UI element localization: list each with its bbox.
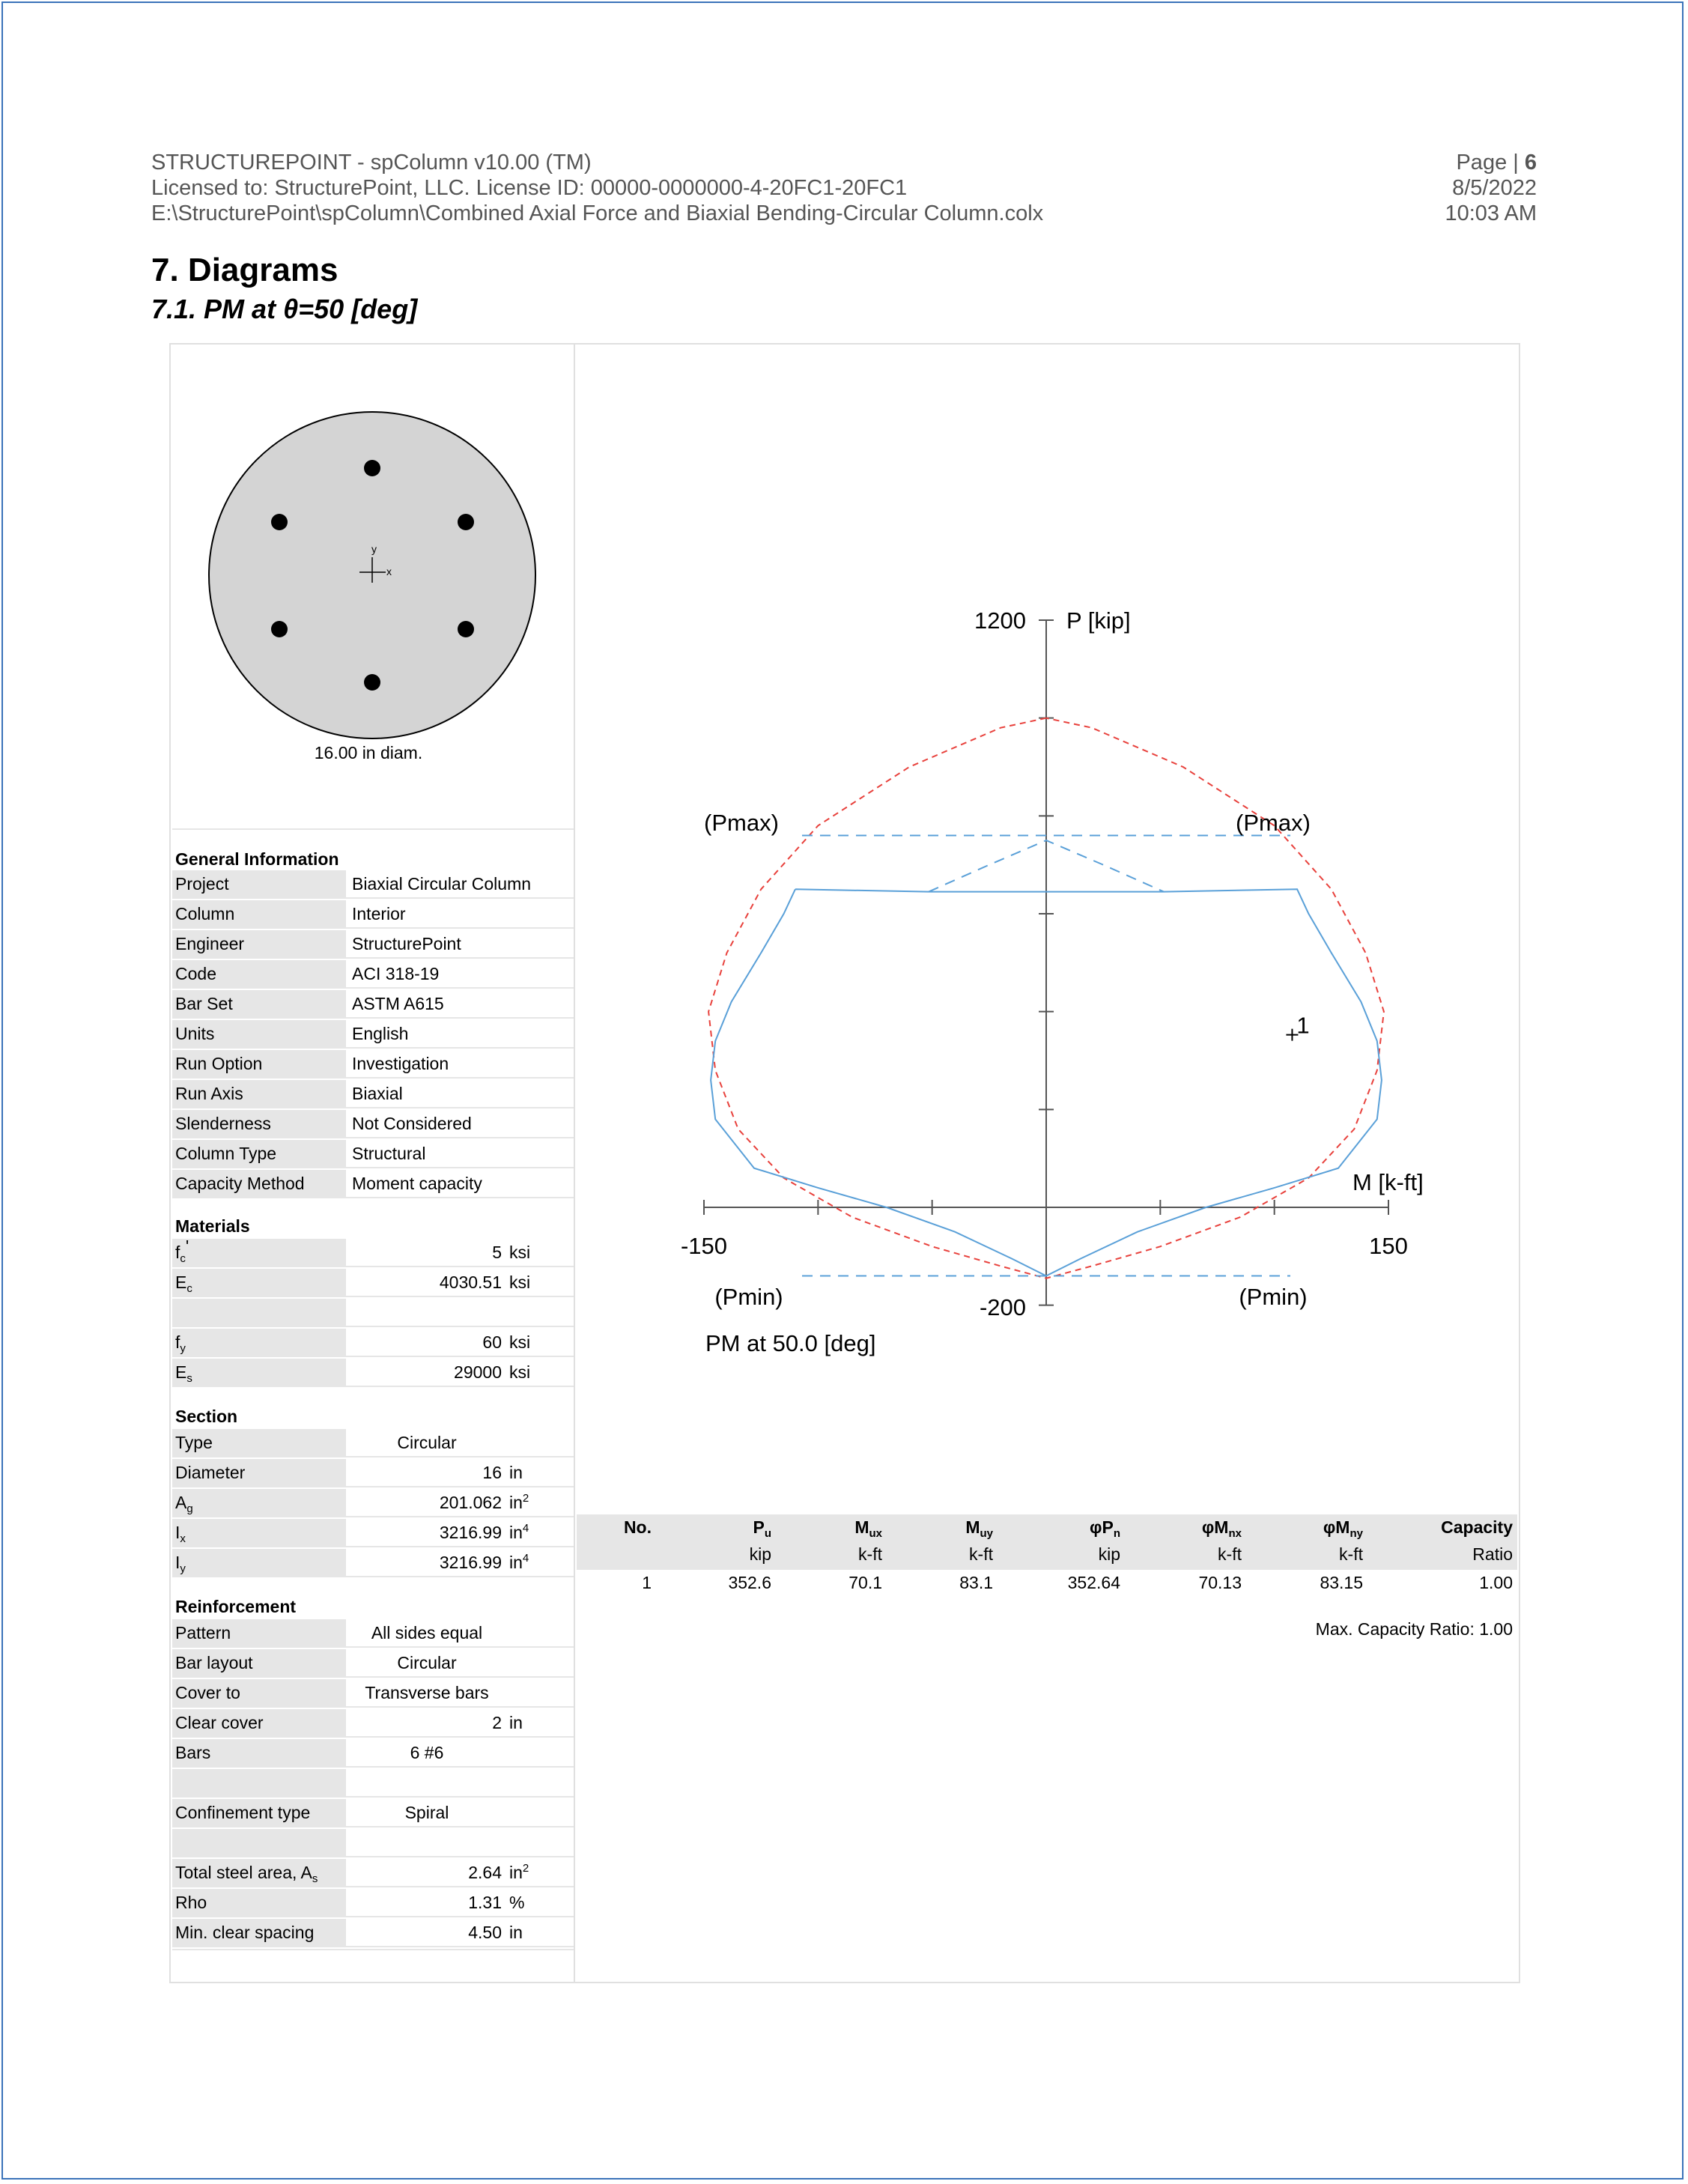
ec-unit: ksi xyxy=(509,1273,531,1292)
results-unit-cell: kip xyxy=(1098,1544,1120,1564)
header-sub: ny xyxy=(1350,1527,1363,1540)
ix-value: 3216.99 xyxy=(439,1523,502,1542)
pmin-label-right: (Pmin) xyxy=(1239,1284,1308,1310)
header-main: P xyxy=(753,1517,765,1537)
results-data-cell: 70.13 xyxy=(1198,1573,1242,1592)
rho-value: 1.31 xyxy=(468,1893,502,1912)
general-row xyxy=(172,870,574,899)
results-unit-cell: k-ft xyxy=(969,1544,993,1564)
section-iy xyxy=(172,1549,574,1577)
pm-layer xyxy=(704,620,1388,1305)
general-row-label: Run Axis xyxy=(172,1080,346,1107)
fy-sub: y xyxy=(180,1342,186,1355)
header-time: 10:03 AM xyxy=(1445,201,1537,225)
ag-label xyxy=(172,1489,346,1516)
rebar-4 xyxy=(364,674,380,691)
es-unit: ksi xyxy=(509,1362,531,1382)
iy-unit xyxy=(509,1549,529,1579)
clear-cover-value: 2 xyxy=(492,1713,502,1732)
axis-y-label: y xyxy=(371,543,377,555)
results-header-cell xyxy=(753,1517,771,1538)
general-row xyxy=(172,900,574,929)
layout-label: Bar layout xyxy=(172,1649,346,1676)
general-row xyxy=(172,960,574,989)
ix-unit-text: in xyxy=(509,1523,523,1542)
results-header-cell xyxy=(965,1517,993,1538)
iy-unit-sup: 4 xyxy=(522,1552,529,1565)
steel-area-unit-text: in xyxy=(509,1863,523,1882)
results-unit-cell: k-ft xyxy=(1339,1544,1363,1564)
results-unit-cell: Ratio xyxy=(1472,1544,1513,1564)
ag-value: 201.062 xyxy=(439,1493,502,1512)
general-row-label: Project xyxy=(172,870,346,897)
steel-area-sub: s xyxy=(312,1872,318,1885)
ag-unit xyxy=(509,1489,529,1519)
general-row-value: Interior xyxy=(352,904,406,923)
pm-interaction-chart xyxy=(577,345,1517,1498)
general-row xyxy=(172,930,574,959)
ix-sym: I xyxy=(175,1523,180,1542)
ec-sym: E xyxy=(175,1273,187,1292)
reinforcement-title: Reinforcement xyxy=(175,1597,297,1616)
reinf-steel-area xyxy=(172,1859,574,1887)
results-header-cell xyxy=(854,1517,882,1538)
general-row-value: Not Considered xyxy=(352,1114,472,1133)
es-sym: E xyxy=(175,1362,187,1382)
rebar-3 xyxy=(458,621,474,637)
fc-sup: ' xyxy=(185,1237,189,1256)
results-data-cell: 70.1 xyxy=(848,1573,882,1592)
general-row-value: Structural xyxy=(352,1144,426,1163)
type-value: Circular xyxy=(397,1433,457,1452)
bars-label: Bars xyxy=(172,1739,346,1766)
fc-unit: ksi xyxy=(509,1243,531,1262)
general-row xyxy=(172,1020,574,1049)
axis-x-label: x xyxy=(386,565,392,577)
ix-unit-sup: 4 xyxy=(522,1522,529,1535)
rebar-5 xyxy=(271,621,288,637)
ix-label xyxy=(172,1519,346,1546)
header-sub: u xyxy=(764,1527,771,1540)
header-main: φM xyxy=(1201,1517,1229,1537)
min-spacing-label: Min. clear spacing xyxy=(172,1919,346,1946)
pmin-label-left: (Pmin) xyxy=(714,1284,783,1310)
ec-sub: c xyxy=(186,1282,192,1295)
confinement-value: Spiral xyxy=(404,1803,449,1822)
reinf-min-spacing xyxy=(172,1919,574,1947)
material-es xyxy=(172,1359,574,1387)
header-sub: uy xyxy=(980,1527,993,1540)
header-main: φP xyxy=(1090,1517,1114,1537)
fy-label xyxy=(172,1329,346,1356)
ag-sub: g xyxy=(186,1502,193,1515)
header-sub: ux xyxy=(869,1527,882,1540)
fc-sym: f xyxy=(175,1243,180,1262)
y-tick-label-top: 1200 xyxy=(974,607,1026,634)
rho-unit: % xyxy=(509,1893,525,1912)
reinf-pattern xyxy=(172,1619,574,1648)
results-data-cell: 352.64 xyxy=(1067,1573,1120,1592)
general-row xyxy=(172,1170,574,1198)
header-main: M xyxy=(854,1517,869,1537)
reinf-cover-to xyxy=(172,1679,574,1708)
pattern-label: Pattern xyxy=(172,1619,346,1646)
header-page xyxy=(1445,150,1537,175)
header-sub: n xyxy=(1113,1527,1120,1540)
iy-unit-text: in xyxy=(509,1553,523,1572)
ec-value: 4030.51 xyxy=(439,1273,502,1292)
general-row-value: Biaxial Circular Column xyxy=(352,874,532,894)
general-row-label: Engineer xyxy=(172,930,346,957)
reinf-clear-cover xyxy=(172,1709,574,1738)
results-data-cell: 83.15 xyxy=(1320,1573,1363,1592)
general-row-label: Units xyxy=(172,1020,346,1047)
general-row xyxy=(172,1140,574,1168)
ec-label xyxy=(172,1269,346,1296)
general-row-label: Capacity Method xyxy=(172,1170,346,1197)
ix-unit xyxy=(509,1519,529,1549)
bars-value: 6 #6 xyxy=(410,1743,444,1762)
layout-value: Circular xyxy=(397,1653,457,1672)
steel-area-text: Total steel area, A xyxy=(175,1863,312,1882)
header-main: No. xyxy=(623,1517,652,1537)
steel-area-label xyxy=(172,1859,346,1886)
general-row-label: Bar Set xyxy=(172,990,346,1017)
cover-to-label: Cover to xyxy=(172,1679,346,1706)
header-main: M xyxy=(965,1517,980,1537)
es-label xyxy=(172,1359,346,1386)
header-date: 8/5/2022 xyxy=(1452,176,1537,200)
general-row-label: Code xyxy=(172,960,346,987)
fy-value: 60 xyxy=(482,1332,502,1352)
iy-sym: I xyxy=(175,1553,180,1572)
results-header-cell xyxy=(624,1517,652,1538)
pattern-value: All sides equal xyxy=(371,1623,483,1642)
pmax-label-right: (Pmax) xyxy=(1236,810,1311,836)
general-row-value: English xyxy=(352,1024,409,1043)
rho-label: Rho xyxy=(172,1889,346,1916)
fc-label xyxy=(172,1239,346,1266)
general-row xyxy=(172,990,574,1019)
pmax-label-left: (Pmax) xyxy=(704,810,779,836)
section-props-title: Section xyxy=(175,1407,238,1426)
general-row-value: ASTM A615 xyxy=(352,994,444,1013)
column-section-drawing xyxy=(172,374,569,779)
header-file: E:\StructurePoint\spColumn\Combined Axial Force and Biaxial Bending-Circular Column.colx xyxy=(151,201,1044,225)
general-row-label: Column xyxy=(172,900,346,927)
general-row-value: Investigation xyxy=(352,1054,449,1073)
es-value: 29000 xyxy=(454,1362,502,1382)
blank-label xyxy=(172,1299,346,1326)
y-axis-label: P [kip] xyxy=(1066,607,1131,634)
general-title: General Information xyxy=(175,849,339,869)
page-number: 6 xyxy=(1524,151,1537,175)
diameter-label: 16.00 in diam. xyxy=(314,743,423,762)
header-main: φM xyxy=(1323,1517,1350,1537)
min-spacing-unit: in xyxy=(509,1923,523,1942)
results-header xyxy=(577,1514,1517,1570)
material-fc xyxy=(172,1239,574,1267)
x-tick-label-left: -150 xyxy=(680,1233,728,1259)
steel-area-value: 2.64 xyxy=(468,1863,502,1882)
diam-label: Diameter xyxy=(172,1459,346,1486)
iy-value: 3216.99 xyxy=(439,1553,502,1572)
general-row-value: StructurePoint xyxy=(352,934,461,953)
point-label: 1 xyxy=(1296,1012,1310,1039)
general-row-value: ACI 318-19 xyxy=(352,964,440,983)
reinf-confinement xyxy=(172,1799,574,1827)
clear-cover-label: Clear cover xyxy=(172,1709,346,1736)
ag-sym: A xyxy=(175,1493,187,1512)
results-data-cell: 83.1 xyxy=(959,1573,993,1592)
results-unit-cell: k-ft xyxy=(858,1544,882,1564)
iy-sub: y xyxy=(180,1562,186,1575)
results-data-cell: 1 xyxy=(642,1573,652,1592)
results-header-cell xyxy=(1323,1517,1363,1538)
general-row-label: Run Option xyxy=(172,1050,346,1077)
y-tick-label-bottom: -200 xyxy=(979,1294,1026,1320)
x-tick-label-right: 150 xyxy=(1369,1233,1408,1259)
results-header-cell xyxy=(1202,1517,1242,1538)
page-label: Page | xyxy=(1456,151,1525,175)
general-row-label: Slenderness xyxy=(172,1110,346,1137)
fc-value: 5 xyxy=(492,1243,502,1262)
blank-label xyxy=(172,1829,346,1856)
rebar-1 xyxy=(364,460,380,476)
header-sub: nx xyxy=(1228,1527,1242,1540)
reinf-layout xyxy=(172,1649,574,1678)
header-license: Licensed to: StructurePoint, LLC. License ID: 00000-0000000-4-20FC1-20FC1 xyxy=(151,176,908,200)
results-header-cell xyxy=(1090,1517,1120,1538)
section-title: 7. Diagrams xyxy=(151,252,338,288)
results-unit-cell: kip xyxy=(749,1544,771,1564)
reinf-bars xyxy=(172,1739,574,1768)
material-fy xyxy=(172,1329,574,1357)
min-spacing-value: 4.50 xyxy=(468,1923,502,1942)
ix-sub: x xyxy=(180,1532,186,1545)
type-label: Type xyxy=(172,1429,346,1456)
general-row xyxy=(172,1110,574,1138)
separator xyxy=(172,1949,574,1950)
diam-value: 16 xyxy=(482,1463,502,1482)
reinf-blank-2 xyxy=(172,1829,574,1857)
general-row-label: Column Type xyxy=(172,1140,346,1167)
rebar-2 xyxy=(458,514,474,530)
general-row-value: Biaxial xyxy=(352,1084,403,1103)
header-main: Capacity xyxy=(1441,1517,1513,1537)
fc-sub: c xyxy=(180,1252,186,1265)
reinf-rho xyxy=(172,1889,574,1917)
frame-divider xyxy=(574,343,575,1983)
material-ec xyxy=(172,1269,574,1297)
reinf-blank-1 xyxy=(172,1769,574,1798)
ag-unit-text: in xyxy=(509,1493,523,1512)
fy-sym: f xyxy=(175,1332,180,1352)
es-sub: s xyxy=(186,1372,192,1385)
general-row xyxy=(172,1080,574,1108)
separator xyxy=(172,828,574,830)
section-diameter xyxy=(172,1459,574,1487)
clear-cover-unit: in xyxy=(509,1713,523,1732)
fy-unit: ksi xyxy=(509,1332,531,1352)
section-ix xyxy=(172,1519,574,1547)
header-app: STRUCTUREPOINT - spColumn v10.00 (TM) xyxy=(151,151,592,175)
results-unit-cell: k-ft xyxy=(1218,1544,1242,1564)
section-ag xyxy=(172,1489,574,1517)
ag-unit-sup: 2 xyxy=(522,1492,529,1505)
results-data-cell: 1.00 xyxy=(1479,1573,1513,1592)
subsection-title: 7.1. PM at θ=50 [deg] xyxy=(151,294,418,324)
section-type xyxy=(172,1429,574,1457)
iy-label xyxy=(172,1549,346,1576)
blank-label xyxy=(172,1769,346,1796)
header-left xyxy=(151,150,1043,226)
cover-to-value: Transverse bars xyxy=(365,1683,489,1702)
general-row xyxy=(172,1050,574,1079)
header-right xyxy=(1445,150,1537,226)
steel-area-unit-sup: 2 xyxy=(522,1862,529,1875)
material-blank xyxy=(172,1299,574,1327)
chart-title: PM at 50.0 [deg] xyxy=(705,1330,876,1356)
rebar-6 xyxy=(271,514,288,530)
materials-title: Materials xyxy=(175,1216,250,1236)
results-header-cell xyxy=(1441,1517,1513,1538)
general-row-value: Moment capacity xyxy=(352,1174,482,1193)
max-capacity-ratio: Max. Capacity Ratio: 1.00 xyxy=(1315,1619,1513,1639)
steel-area-unit xyxy=(509,1859,529,1889)
x-axis-label: M [k-ft] xyxy=(1352,1169,1424,1195)
results-data-cell: 352.6 xyxy=(728,1573,771,1592)
confinement-label: Confinement type xyxy=(172,1799,346,1826)
diam-unit: in xyxy=(509,1463,523,1482)
